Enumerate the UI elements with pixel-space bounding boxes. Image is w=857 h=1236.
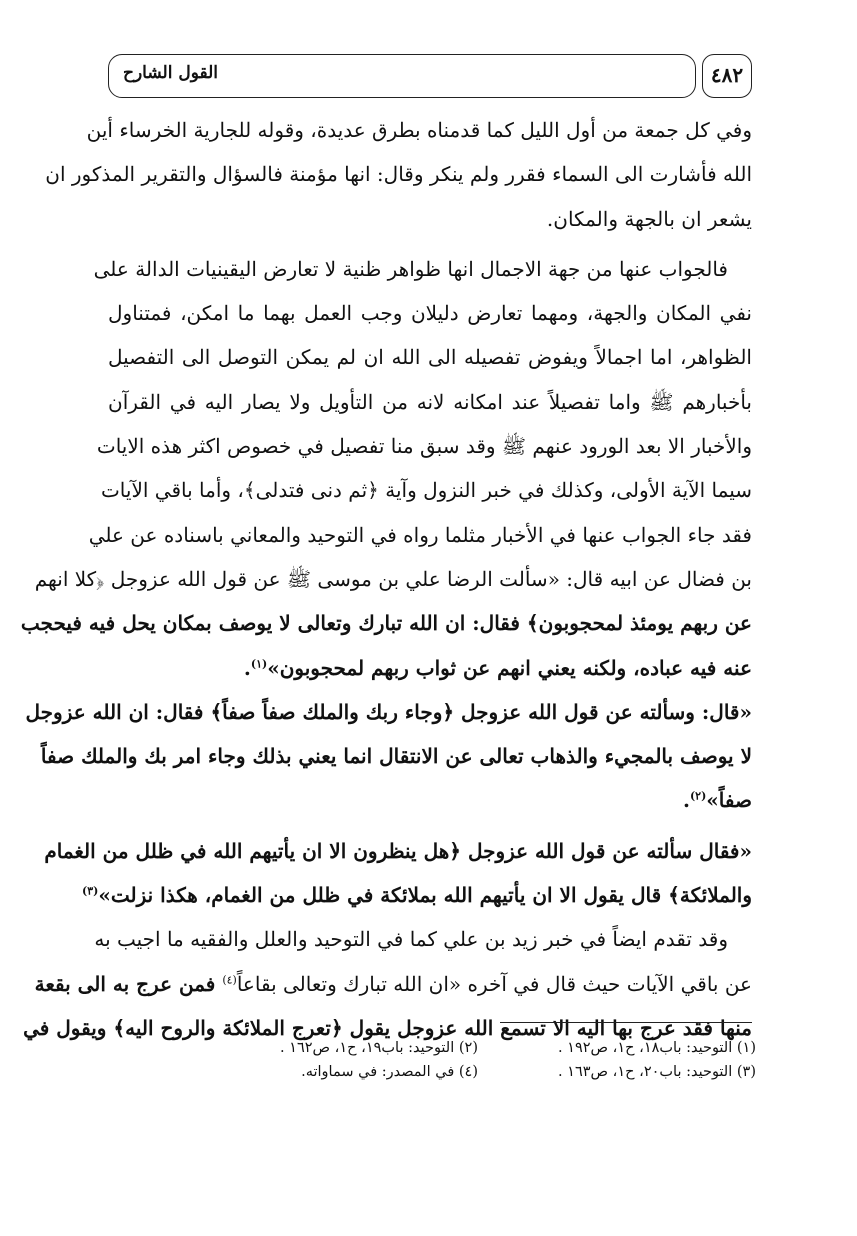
text-line: فالجواب عنها من جهة الاجمال انها ظواهر ظنية لا تعارض اليقينيات الدالة على: [93, 256, 728, 281]
text-line: «فقال سألته عن قول الله عزوجل ﴿هل ينظرون الا ان يأتيهم الله في ظلل من الغمام: [44, 838, 752, 863]
footnotes: [200, 1036, 756, 1084]
page-number: ٤٨٢: [710, 63, 744, 87]
text-segment: فمن عرج به الى بقعة: [34, 971, 223, 996]
quote-text: والملائكة﴾ قال يقول الا ان يأتيهم الله بملائكة في ظلل من الغمام، هكذا نزلت»: [98, 883, 752, 908]
footnote-3: (٣) التوحيد: باب٢٠، ح١، ص١٦٣ .: [557, 1064, 756, 1080]
text-line: بأخبارهم ﷺ واما تفصيلاً عند امكانه لانه من التأويل ولا يصار اليه في القرآن: [108, 389, 752, 414]
text-line: الله فأشارت الى السماء فقرر ولم ينكر وقال: انها مؤمنة فالسؤال والتقرير المذكور ان: [45, 162, 752, 187]
text-line: عن ربهم يومئذ لمحجوبون﴾ فقال: ان الله تبارك وتعالى لا يوصف بمكان يحل فيه فيحجب: [20, 611, 752, 636]
text-line: عنه فيه عباده، ولكنه يعني انهم عن ثواب ربهم لمحجوبون»$^{(١)}$.: [243, 655, 752, 680]
footnote-1: (١) التوحيد: باب١٨، ح١، ص١٩٢ .: [557, 1040, 756, 1056]
text-line: سيما الآية الأولى، وكذلك في خبر النزول وآية ﴿ثم دنى فتدلى﴾، وأما باقي الآيات: [100, 478, 752, 503]
quote-text: صفاً»: [706, 788, 752, 813]
footnote-ref: (٢): [689, 789, 707, 803]
page-header: [108, 54, 752, 100]
footnote-ref: (٣): [82, 884, 99, 898]
text-line: الظواهر، اما اجمالاً ويفوض تفصيله الى الله ان لم يمكن التوصل الى التفصيل: [108, 345, 752, 370]
text-line: والأخبار الا بعد الورود عنهم ﷺ وقد سبق منا تفصيل في خصوص اكثر هذه الايات: [96, 434, 752, 459]
footnote-2: (٢) التوحيد: باب١٩، ح١، ص١٦٢ .: [279, 1040, 478, 1056]
page-number-box: [702, 54, 752, 98]
text-line: بن فضال عن ابيه قال: «سألت الرضا علي بن موسى ﷺ عن قول الله عزوجل ﴿كلا انهم: [34, 566, 752, 591]
footnote-ref: (١): [250, 656, 268, 670]
text-line: وقد تقدم ايضاً في خبر زيد بن علي كما في التوحيد والعلل والفقيه ما اجيب به: [94, 927, 728, 952]
main-text: [20, 108, 753, 1050]
text-line: فقد جاء الجواب عنها في الأخبار مثلما رواه في التوحيد والمعاني باسناده عن علي: [88, 522, 752, 547]
text-line: يشعر ان بالجهة والمكان.: [546, 206, 752, 231]
footnote-ref: (٤): [222, 972, 237, 986]
text-line: «قال: وسألته عن قول الله عزوجل ﴿وجاء ربك والملك صفاً صفاً﴾ فقال: ان الله عزوجل: [25, 699, 752, 724]
footnote-4: (٤) في المصدر: في سماواته.: [301, 1064, 478, 1080]
text-line: صفاً»$^{(٢)}$.: [682, 788, 752, 813]
text-line: لا يوصف بالمجيء والذهاب تعالى عن الانتقال انما يعني بذلك وجاء امر بك والملك صفاً: [40, 744, 752, 769]
quote-text: عنه فيه عباده، ولكنه يعني انهم عن ثواب ربهم لمحجوبون»: [267, 655, 752, 680]
book-title: القول الشارح: [123, 63, 218, 83]
text-line: نفي المكان والجهة، ومهما تعارض دليلان وجب العمل بهما ما امكن، فمتناول: [108, 301, 753, 326]
text-line: [34, 962, 752, 1006]
text-line: [82, 873, 752, 917]
text-line: وفي كل جمعة من أول الليل كما قدمناه بطرق عديدة، وقوله للجارية الخرساء أين: [86, 118, 752, 142]
book-title-box: [108, 54, 696, 98]
text-segment: عن باقي الآيات حيث قال في آخره «ان الله تبارك وتعالى بقاعاً: [236, 971, 752, 996]
text-line: منها فقد عرج بها اليه الا تسمع الله عزوجل يقول ﴿تعرج الملائكة والروح اليه﴾ ويقول في: [23, 1015, 752, 1040]
footnote-divider: [500, 1022, 752, 1023]
